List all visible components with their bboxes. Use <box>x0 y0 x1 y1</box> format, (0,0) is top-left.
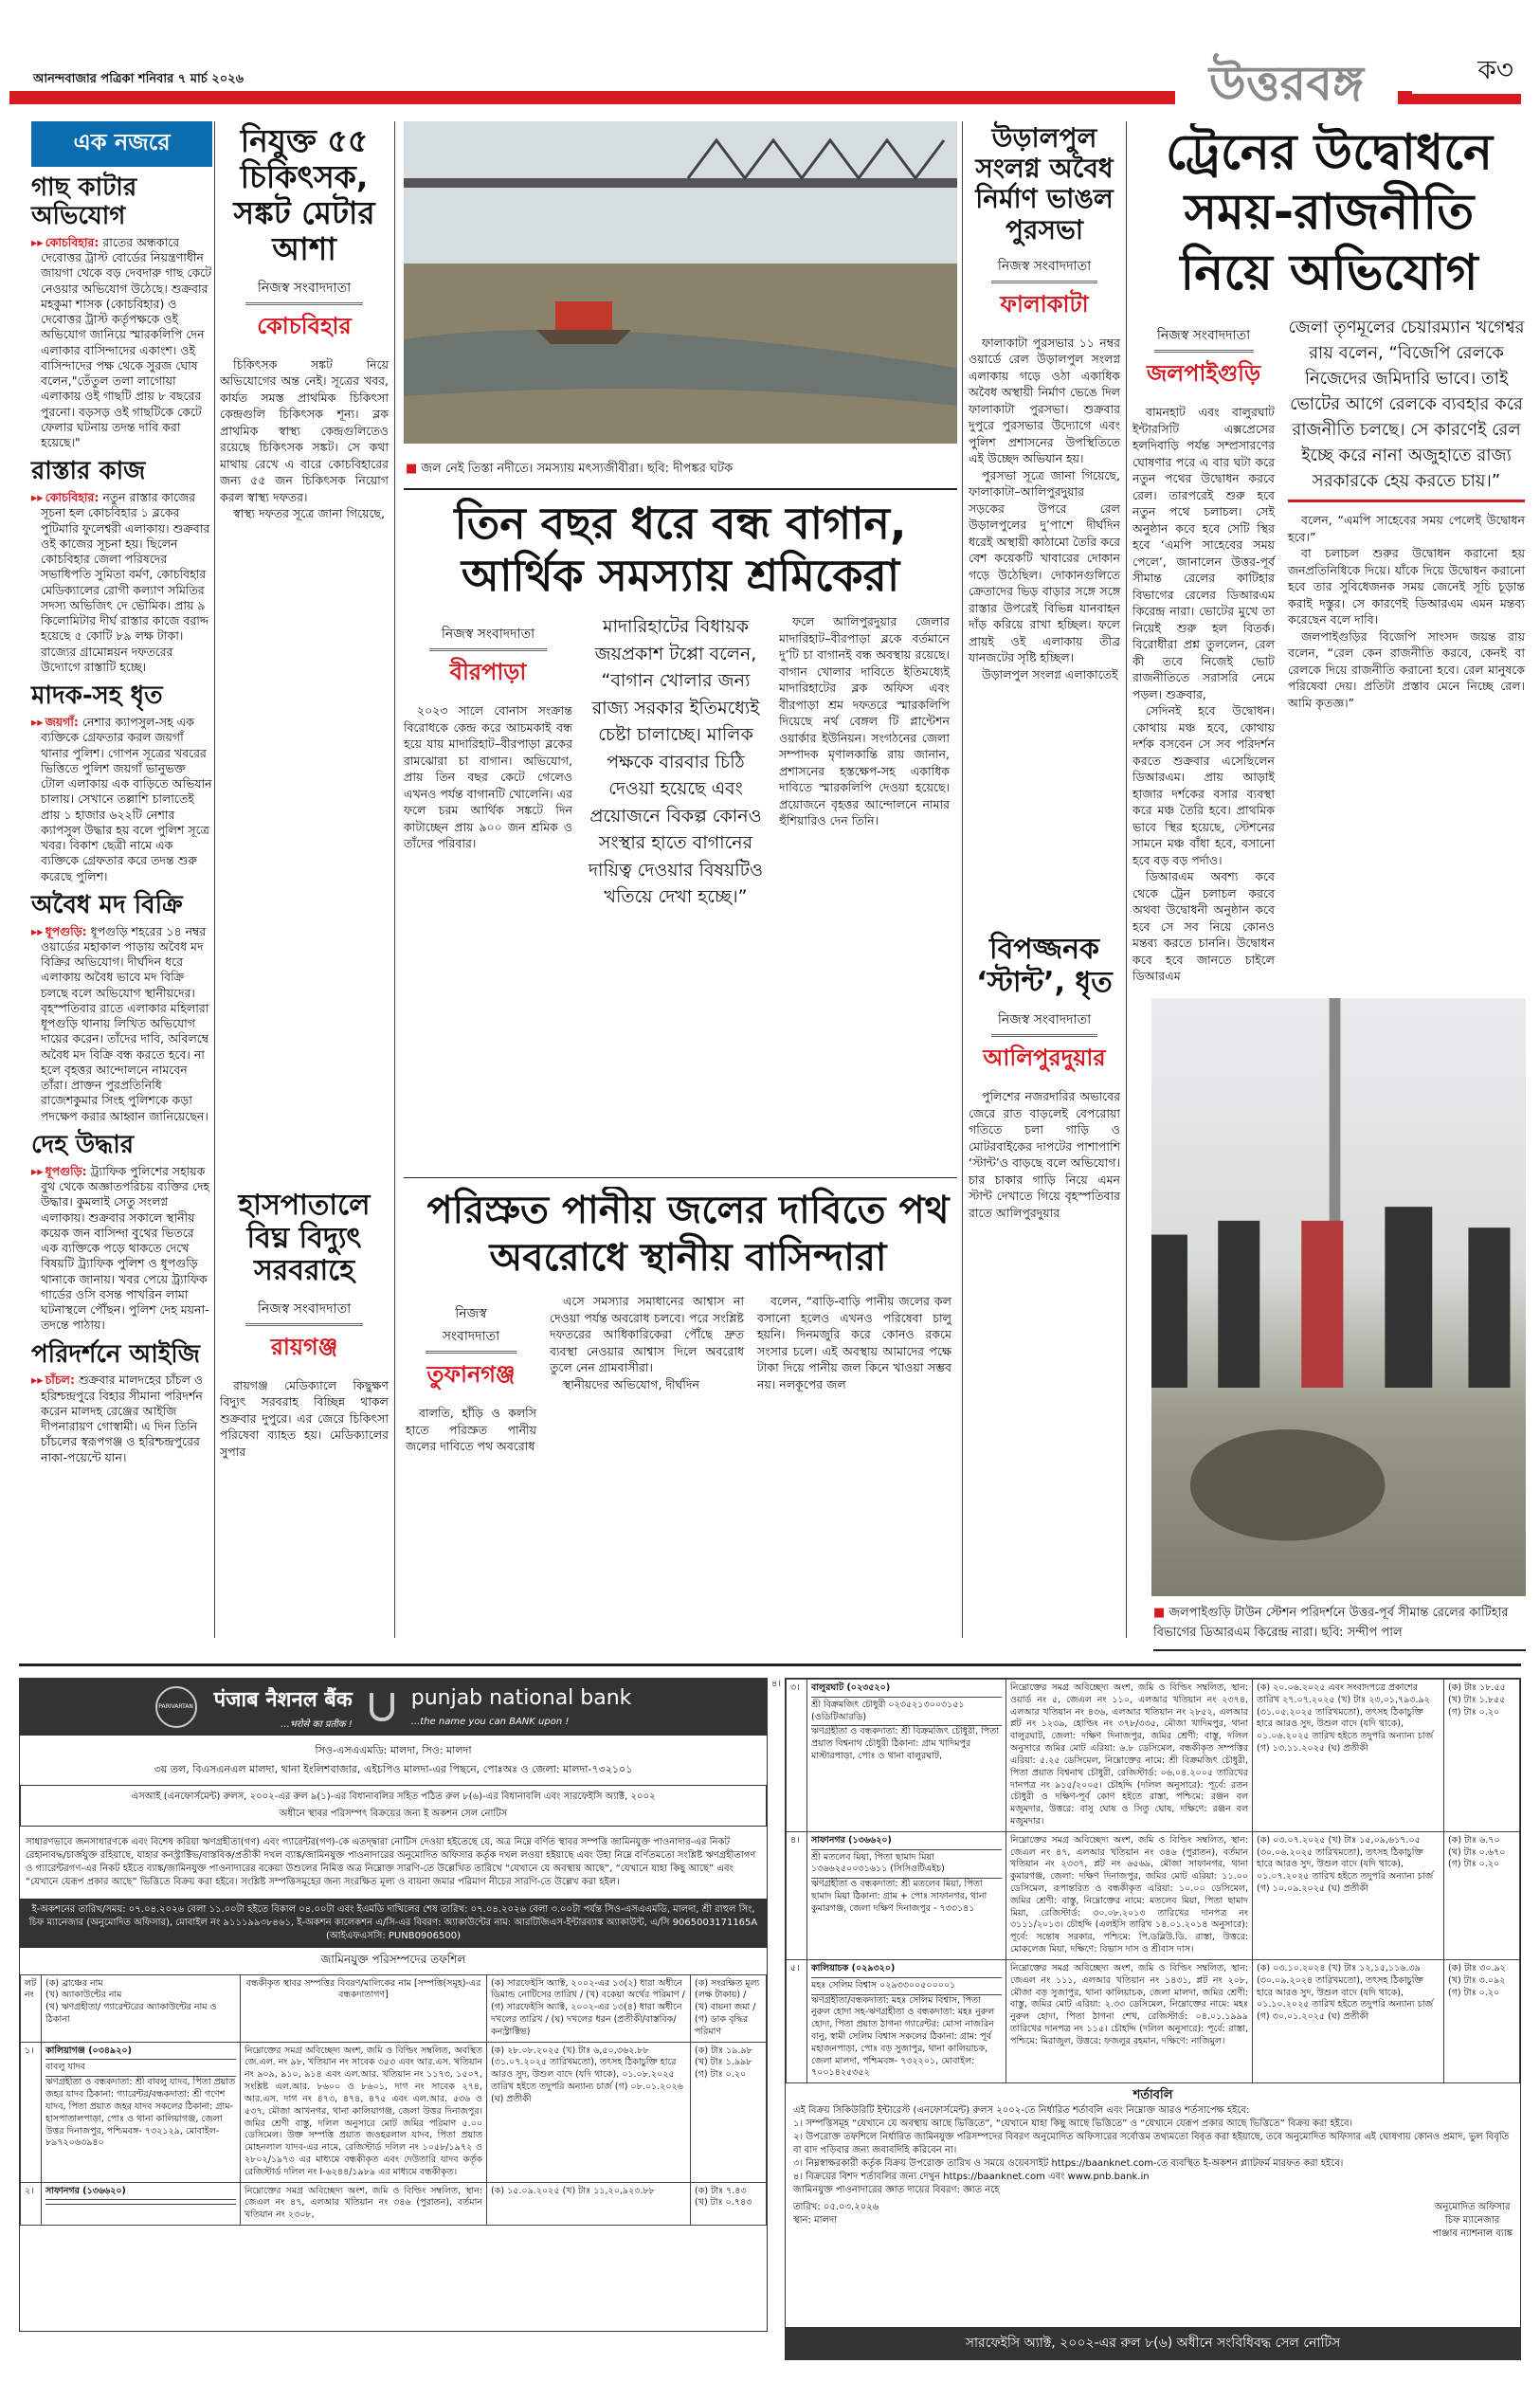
paragraph: বলেন, “এমপি সাহেবের সময় পেলেই উদ্বোধন হবে।” <box>1288 513 1525 544</box>
signatory: পাঞ্জাব ন্যাশনাল ব্যাঙ্ক <box>1432 2228 1513 2240</box>
paragraph: ডিআরএম অবশ্য কবে থেকে ট্রেন চলাচল করবে অথবা উদ্বোধনী অনুষ্ঠান কবে হবে সে সব নিয়ে কোনও মন্তব্য করতে চাননি। উদ্বোধন কবে হবে জানতে চাইলে ডিআরএম <box>1132 869 1275 984</box>
brief-dateline: ▸▸ ধূপগুড়ি: <box>31 924 87 938</box>
table-title: জামিনযুক্ত পরিসম্পদের তফশিল <box>320 1952 466 1966</box>
notice-dates: (ক) ২০.০৬.২০২৫ এবং সংবাদপত্রে প্রকাশের তারিখ ২৭.০৭.২০২৫ (খ) টাঃ ২৩,০১,৭৯৩.৯২ (৩১.০৫.২০২৫ তারিখমতো), তৎসহ ঠিকাচুক্তি হারে আরও সুদ, উশুল বাদে (যদি থাকে), ০১.০৬.২০২৫ তারিখ হইতে তদুপরি অন্যান্য চার্জ (গ) ১৩.১১.২০২৫ (ঘ) প্রতীকী <box>1253 1680 1444 1832</box>
brief-dateline: ▸▸ কোচবিহার: <box>31 235 99 249</box>
brief-headline: পরিদর্শনে আইজি <box>31 1339 201 1369</box>
paragraph: চিকিৎসক সঙ্কট নিয়ে অভিযোগের অন্ত নেই। সূত্রের খবর, কার্যত সমস্ত প্রাথমিক চিকিৎসা কেন্দ্রগুলি চিকিৎসক শূন্য। ব্লক প্রাথমিক স্বাস্থ্য কেন্দ্রগুলিতেও রয়েছে চিকিৎসক সঙ্কট। সে কথা মাথায় রেখে এ বারে কোচবিহারের জন্য ৫৫ জন চিকিৎসক নিয়োগ করল স্বাস্থ্য দফতর। <box>220 356 389 504</box>
paragraph: বলেন, “বাড়ি-বাড়ি পানীয় জলের কল বসানো হলেও এখনও পরিষেবা চালু হয়নি। দিনমজুরি করে কোনও রকমে সংসার চলে। এই অবস্থায় আমাদের পক্ষে টাকা দিয়ে পানীয় জল কিনে খাওয়া সম্ভব নয়। নলকূপের জল <box>757 1294 951 1391</box>
brief-dateline: ▸▸ ধূপগুড়ি: <box>31 1164 87 1178</box>
brief-headline: অবৈধ মদ বিক্রি <box>31 890 183 919</box>
borrower-details: ঋণগ্রহীতা ও বন্ধকদাতা: শ্রী মতলেব মিয়া, পিতা ছামাদ মিয়া ঠিকানা: গ্রাম + পোঃ সাফানগর, থানা কুমারগঞ্জ, জেলা দক্ষিণ দিনাজপুর - ৭৩৩১৪১ <box>811 1879 987 1914</box>
headline: উড়ালপুল সংলগ্ন অবৈধ নির্মাণ ভাঙল পুরসভা <box>975 122 1114 245</box>
byline: নিজস্ব সংবাদদাতা <box>991 255 1097 283</box>
story-stunt <box>969 934 1120 1221</box>
paragraph: রায়গঞ্জ মেডিক্যালে কিছুক্ষণ বিদ্যুৎ সরবরাহ বিচ্ছিন্ন থাকল শুক্রবার দুপুরে। এর জেরে চিকিৎসা পরিষেবা ব্যাহত হয়। মেডিক্যালের সুপার <box>220 1377 389 1459</box>
story-water-col2 <box>550 1293 744 1392</box>
brief-body <box>31 235 212 451</box>
brief-item <box>31 1341 212 1465</box>
story-garden <box>404 498 957 1171</box>
byline: নিজস্ব সংবাদদাতা <box>245 1298 364 1326</box>
asset-table-right <box>786 1679 1520 2083</box>
ad-right-panel <box>785 1678 1521 2360</box>
story-train-col1 <box>1132 315 1275 985</box>
account-name: মহঃ সেলিম বিশ্বাস ০২৯৩৩০০৫০০০০১ <box>811 1978 1002 1995</box>
brief-item <box>31 174 212 450</box>
headline: হাসপাতালে বিঘ্ন বিদ্যুৎ সরবরাহে <box>238 1189 371 1287</box>
paragraph: বা চলাচল শুরুর উদ্বোধন করানো হয় জনপ্রতিনিধিকে দিয়ে। যাঁকে দিয়ে উদ্বোধন করানো হবে তার সুবিধেজনক সময় জেনেই সূচি চূড়ান্ত করাই দস্তুর। সে কারণেই ডিআরএম এমন মন্তব্য করেছেন বলে দাবি। <box>1288 546 1525 627</box>
divider <box>404 1177 957 1178</box>
table-row <box>787 1680 1520 1832</box>
reserve-price: (ক) টাঃ ৭.৪৩ (খ) টাঃ ০.৭৪৩ <box>691 2182 767 2225</box>
dateline: আলিপুরদুয়ার <box>983 1045 1106 1071</box>
notice-title: এসআই (এনফোর্সমেন্ট) রুলস, ২০০২-এর রুল ৯(১)-এর বিধানাবলির সহিত পঠিত রুল ৮(৬)-এর বিধানাবলি এবং সারফেইসি অ্যাক্ট, ২০০২ <box>131 1791 656 1802</box>
paragraph: জলপাইগুড়ির বিজেপি সাংসদ জয়ন্ত রায় বলেন, “রেল কেন রাজনীতি করবে, কেনই বা রেলকে দিয়ে রাজনীতি করানো হবে। রেল মানুষকে পরিষেবা দেয়। প্রতিটা প্রস্তাব মেনে নিচ্ছে রেল। আমি কৃতজ্ঞ।” <box>1288 628 1525 710</box>
property-details: নিম্নোক্তের সমগ্র অবিচ্ছেদ্য অংশ, জমি ও বিল্ডিং সম্বলিত, অবস্থিত জে.এল. নং ৯৮, খতিয়ান নং সাবেক ৩৫৩ এবং আর.এস. খতিয়ান নং ৯০৯, ৯১০, ৯১৪ এবং এল.আর. খতিয়ান নং ১১৭৩, ১৫০৭, সংশ্লিষ্ট এল.আর. ৮৬০০ ও ৮৬০১, দাগ নং সাবেক ২৭৪, আর.এস. দাগ নং ৪৭৩, ৪৭৪, ৪৭৫ এবং এল.আর. ৫৩৬ ও ৫৩৭, মৌজা আখনগর, থানা কালিয়াগঞ্জ, জেলা উত্তর দিনাজপুর। জমির শ্রেণী বাস্তু, দলিল অনুসারে মোট জমির পরিমাণ ৫.০০ ডেসিমেল। উক্ত সম্পত্তি প্রয়াত জওহরলাল যাদব, পিতা প্রয়াত মোহনলাল যাদব-এর নামে, রেজিস্টার্ড দলিল নং ১০৫৮/১৯৭২ ও ২৮০২/১৯৭৩ এর মাধ্যমে বন্ধকীকৃত এবং দেউতারি যাদব কর্তৃক রেজিস্টার্ড দলিল নং I-৬২৪৪/১৯৮৯ এর মাধ্যমে বন্ধকীকৃত। <box>241 2042 487 2182</box>
branch-name: বালুরঘাট (০২৩৫২০) <box>811 1682 1002 1698</box>
property-details: নিম্নোক্তের সমগ্র অবিচ্ছেদ্য অংশ, জমি ও বিল্ডিং সম্বলিত, স্থান: জেএল নং ৪৭, এলআর খতিয়ান নং ৩৪৬ (পুরাতন), বর্তমান খতিয়ান নং ২৩৩৭, প্লট নং ৬৫৬৯, মৌজা সাফানগর, থানা কুমারগঞ্জ, জেলা: দক্ষিণ দিনাজপুর, জমির মোট এরিয়া: ১১.০০ ডেসিমেল, রূপান্তরিত ও বন্ধকীকৃত এরিয়া: ১০.০০ ডেসিমেল, জমির শ্রেণী: বাস্তু, নিম্নোক্তের নামে: মতলেব মিয়া, পিতা ছামাদ মিয়া, রেজিস্টার্ড: ৩০.০৮.২০১৩ তারিখের দানপত্র নং ৩১১১/২০১৩। চৌহদ্দি (এলইসি তারিখ ১৪.০১.২০১৪ অনুসারে): পূর্বে: সন্তোষ সরকার, পশ্চিমে: পি.ডব্লিউ.ডি. রাস্তা, উত্তরে: মোকলেজ মিয়া, দক্ষিণে: বিভাস দাস ও শ্রীবাস দাস। <box>1006 1831 1253 1959</box>
borrower-details: ঋণগ্রহীতা ও বন্ধকদাতা: শ্রী বিক্রমজিৎ চৌধুরী, পিতা প্রয়াত বিশ্বনাথ চৌধুরী ঠিকানা: গ্রাম খাদিমপুর মাস্টারপাড়া, পোঃ ও থানা বালুরঘাট, <box>811 1726 1000 1762</box>
reserve-price: (ক) টাঃ ১৮.৫৫ (খ) টাঃ ১.৮৫৫ (গ) টাঃ ০.২০ <box>1444 1680 1520 1832</box>
section-logo: উত্তরবঙ্গ <box>1175 45 1398 121</box>
paragraph: পুরসভা সূত্রে জানা গিয়েছে, ফালাকাটা–আলিপুরদুয়ার সড়কের উপরে রেল উড়ালপুলের দু’পাশে দীর্ঘদিন ধরেই অস্থায়ী কাঠামো তৈরি করে বেশ কয়েকটি খাবারের দোকান গড়ে উঠেছিল। দোকানগুলিতে ক্রেতাদের ভিড় বাড়ার সঙ্গে সঙ্গে রাস্তার উপরেই বিভিন্ন যানবাহন দাঁড় করিয়ে রাখা হচ্ছিল। ফলে প্রায়ই ওই এলাকায় তীব্র যানজটের সৃষ্টি হচ্ছিল। <box>969 467 1120 665</box>
term-item: ১। সম্পত্তিসমূহ “যেখানে যে অবস্থায় আছে ভিত্তিতে”, “যেখানে যাহা কিছু আছে ভিত্তিতে” ও “যেখানে যেরূপ প্রকার আছে ভিত্তিতে” বিক্রয় করা হইবে। <box>793 2118 1353 2130</box>
story-body <box>404 702 572 852</box>
pnb-sale-notice-ad <box>19 1664 1521 2374</box>
account-name: বাবলু যাদব <box>45 2060 236 2077</box>
story-water-col1 <box>406 1293 536 1455</box>
page-mark: ৪। <box>771 1679 782 1689</box>
term-item: এই বিক্রয় সিকিউরিটি ইন্টারেস্ট (এনফোর্সমেন্ট) রুলস ২০০২-তে নির্ধারিত শর্তাবলি এবং নিম্নোক্ত আরও শর্তসাপেক্ষ হইবে: <box>793 2105 1250 2117</box>
brief-text: নেশার ক্যাপসুল-সহ এক ব্যক্তিকে গ্রেফতার করল জয়গাঁ থানার পুলিশ। গোপন সূত্রের খবরের ভিত্তিতে পুলিশ জয়গাঁ ভানুভক্ত টোল এলাকায় এক বাড়িতে অভিযান চালায়। সেখানে তল্লাশি চালাতেই প্রায় ১ হাজার ৬২২টি নেশার ক্যাপসুল উদ্ধার হয় বলে পুলিশ সূত্রে খবর। বিকাশ ছেত্রী নামে এক ব্যক্তিকে গ্রেফতার করে তদন্ত শুরু করেছে পুলিশ। <box>41 715 212 883</box>
notice-date: তারিখ: ০৫.০৩.২০২৬ <box>793 2202 879 2213</box>
story-doctors <box>220 123 389 522</box>
lot-number: ২। <box>21 2182 42 2225</box>
notice-dates: (ক) ২৮.০৮.২০২৫ (খ) টাঃ ৬,৫০,৩৬২.৮৮ (৩১.০৭.২০২৫ তারিখমতো), তৎসহ ঠিকাচুক্তি হারে আরও সুদ, উশুল বাদে (যদি থাকে), ০১.০৮.২০২৫ তারিখ হইতে তদুপরি অন্যান্য চার্জ (গ) ০৮.০১.২০২৬ (ঘ) প্রতীকী <box>487 2042 691 2182</box>
brief-item <box>31 892 212 1124</box>
story-body <box>406 1405 536 1455</box>
story-body <box>969 335 1120 683</box>
lot-number: ৪। <box>787 1831 807 1959</box>
paragraph: ফালাকাটা পুরসভার ১১ নম্বর ওয়ার্ডে রেল উড়ালপুল সংলগ্ন এলাকায় গড়ে ওঠা একাধিক অবৈধ অস্থায়ী নির্মাণ ভেঙে দিল ফালাকাটা পুরসভা। শুক্রবার দুপুরে পুরসভার উদ্যোগে এবং পুলিশ প্রশাসনের উপস্থিতিতে এই উচ্ছেদ অভিযান হয়। <box>969 335 1120 466</box>
photo-caption: ■ জলপাইগুড়ি টাউন স্টেশন পরিদর্শনে উত্তর-পূর্ব সীমান্ত রেলের কাটিহার বিভাগের ডিআরএম কিরেন্দ্র নারা। ছবি: সন্দীপ পাল <box>1153 1604 1526 1644</box>
table-row <box>21 2182 767 2225</box>
dateline: কোচবিহার <box>257 312 352 339</box>
dateline: তুফানগঞ্জ <box>426 1361 516 1388</box>
column-divider <box>1126 121 1127 1638</box>
dateline: ফালাকাটা <box>1000 290 1089 318</box>
auction-info: ই-অকশনের তারিখ/সময়: ০৭.০৪.২০২৬ বেলা ১১.০০টা হইতে বিকাল ০৪.০০টা এবং ইএমডি দাখিলের শেষ তারিখ: ০৭.০৪.২০২৬ বেলা ৩.০০টা পর্যন্ত সিও-এসএএমডি, মালদা, শ্রী রাহুল সিং, চিফ ম্যানেজার (অনুমোদিত অফিসার), মোবাইল নং ৯১১১৯৯৩৮৪৬১, ই-অকশন কালেকশন এ/সি-এর বিবরণ: অ্যাকাউন্টের নাম: আরটিজিএস-ইন্টারব্যাঙ্ক অ্যাকাউন্ট, এ/সি 9065003171165A (আইএফএসসি: PUNB0906500) <box>20 1899 767 1948</box>
brief-item <box>31 1132 212 1334</box>
property-details: নিম্নোক্তের সমগ্র অবিচ্ছেদ্য অংশ, জমি ও বিল্ডিং সম্বলিত, স্থান: জেএল নং ১১১, এলআর খতিয়ান নং ১৪৩১, প্লট নং ২০৮, মৌজা বড় সুজাপুর, থানা কালিয়াচক, জেলা মালদা, জমির শ্রেণী: বাস্তু, জমির মোট এরিয়া: ২.৩৩ ডেসিমেল, নিম্নোক্তের নামে: মহঃ নুরুল হোদা, পিতা ঠাগনা শেখ, রেজিস্টার্ড: ০৪.০১.১৯৯৯ তারিখের দানপত্র নং ১১৫। চৌহদ্দি (দলিল অনুসারে): পূর্বে: রাস্তা, পশ্চিমে: মিরাজুল, উত্তরে: ফজলুর রহমান, দক্ষিণে: নাজিমুল। <box>1006 1959 1253 2082</box>
briefs-title: এক নজরে <box>31 121 212 167</box>
brief-body <box>31 924 212 1124</box>
brief-headline: মাদক-সহ ধৃত <box>31 682 163 711</box>
story-body <box>969 1088 1120 1221</box>
brief-body <box>31 715 212 884</box>
story-bridge <box>969 123 1120 682</box>
bank-name-english: punjab national bank <box>410 1686 632 1710</box>
notice-footer: সারফেইসি অ্যাক্ট, ২০০২-এর রুল ৮(৬) অধীনে সংবিধিবদ্ধ সেল নোটিস <box>786 2327 1520 2359</box>
lot-number: ৩। <box>787 1680 807 1832</box>
byline: নিজস্ব সংবাদদাতা <box>426 1302 517 1354</box>
office-name: সিও-এসএএমডি: মালদা, সিও: মালদা <box>315 1744 472 1756</box>
term-item: ৩। নিম্নস্বাক্ষরকারী কর্তৃক বিক্রয় উপরোক্ত তারিখ ও সময়ে ওয়েবসাইট https://baanknet.com-তে ব্যবস্থিত ই-অকশন প্ল্যাটফর্ম মারফত করা হইবে। <box>793 2158 1344 2170</box>
borrower-details: ঋণগ্রহীতা ও বন্ধকদাতা: শ্রী বাবলু যাদব, পিতা প্রয়াত জহর যাদব ঠিকানা: গ্যারেন্টর/বন্ধকদাতা: শ্রী গণেশ যাদব, পিতা প্রয়াত জহর যাদব সকলের ঠিকানা: গ্রাম-হাসপাতালপাড়া, পোঃ ও থানা কালিয়াগঞ্জ, জেলা উত্তর দিনাজপুর, পশ্চিমবঙ্গ- ৭৩২১২৯, মোবাইল- ৮৯৭২০৬৩৯৪০ <box>45 2077 236 2149</box>
story-garden-col3 <box>779 613 950 829</box>
headline: নিযুক্ত ৫৫ চিকিৎসক, সঙ্কট মেটার আশা <box>233 122 375 267</box>
brief-headline: রাস্তার কাজ <box>31 457 146 486</box>
brief-dateline: ▸▸ কোচবিহার: <box>31 490 99 504</box>
reserve-price: (ক) টাঃ ১৯.৯৮ (খ) টাঃ ১.৯৯৮ (গ) টাঃ ০.২০ <box>691 2042 767 2182</box>
col-price: (ক) সংরক্ষিত মূল্য (লক্ষ টাকায়) / (খ) বায়না জমা / (গ) ডাক বৃদ্ধির পরিমাণ <box>691 1974 767 2042</box>
branch-name: সাফানগর (১৩৬৬২০) <box>811 1835 1002 1850</box>
story-water-col3 <box>757 1293 951 1392</box>
brief-item <box>31 458 212 675</box>
byline: নিজস্ব সংবাদদাতা <box>245 277 364 305</box>
brief-body <box>31 1164 212 1334</box>
pnb-logo-icon <box>370 1693 394 1721</box>
property-details: নিম্নোক্তের সমগ্র অবিচ্ছেদ্য অংশ, জমি ও বিল্ডিং সম্বলিত, স্থান: ওয়ার্ড নং ৫, জেএল নং ১১০, এলআর খতিয়ান নং ২৩৭৪, এলআর খতিয়ান নং ৪৩৬, এলআর খতিয়ান নং ২৮৫২, এলআর প্লট নং ১২৩৯, হোল্ডিং নং ৩৭৮/৩৩৫, মৌজা খাদিমপুর, থানা বালুরঘাট, জেলা: দক্ষিণ দিনাজপুর, জমির শ্রেণী: বাস্তু, দলিল অনুসারে জমির মোট এরিয়া: ৬.৮ ডেসিমেল, বন্ধকীকৃত সম্পত্তির এরিয়া: ৫.২৫ ডেসিমেল, নিম্নোক্তের নামে: শ্রী বিক্রমজিৎ চৌধুরী, পিতা প্রয়াত বিশ্বনাথ চৌধুরী, রেজিস্টার্ড: ০৬.০৪.২০০৫ তারিখের দানপত্র নং ৯১৫/২০০৫। চৌহদ্দি (দলিল অনুসারে): পূর্বে: রতন চৌধুরী ও দক্ষিণ-পূর্ব কোণ হইতে রাস্তা, পশ্চিমে: রঞ্জন বল মজুমদার, উত্তরে: বাসু ঘোষ ও সিতু ঘোষ, দক্ষিণে: রঞ্জন বল মজুমদার। <box>1006 1680 1253 1832</box>
account-name: শ্রী বিক্রমজিৎ চৌধুরী ০২৩৫২১৩০০৩১৫১ (ওডিটিআরডি) <box>811 1698 1002 1727</box>
term-item: জামিনযুক্ত পাওনাদারের জ্ঞাত দায়ের বিবরণ: জ্ঞাত নহে <box>793 2185 1000 2196</box>
notice-dates: (ক) ০৩.০৭.২০২৫ (খ) টাঃ ১৫,০৯,৬১৭.০৫ (৩০.০৬.২০২৫ তারিখমতো), তৎসহ ঠিকাচুক্তি হারে আরও সুদ, উশুল বাদে (যদি থাকে), ০১.০৭.২০২৫ তারিখ হইতে তদুপরি অন্যান্য চার্জ (গ) ১০.০৯.২০২৫ (ঘ) প্রতীকী <box>1253 1831 1444 1959</box>
bank-tagline-hindi: ...भरोसे का प्रतीक ! <box>281 1718 353 1730</box>
bank-tagline-english: ...the name you can BANK upon ! <box>410 1717 570 1727</box>
story-body <box>1132 404 1275 985</box>
branch-name: কালিয়াগঞ্জ (০৩৪৯২০) <box>45 2046 236 2061</box>
brief-item <box>31 682 212 884</box>
dateline: জলপাইগুড়ি <box>1146 360 1261 388</box>
byline: নিজস্ব সংবাদদাতা <box>429 623 548 651</box>
story-body <box>220 356 389 522</box>
brief-text: ধূপগুড়ি শহরের ১৪ নম্বর ওয়ার্ডের মহাকাল পাড়ায় অবৈধ মদ বিক্রির অভিযোগ। দীর্ঘদিন ধরে এলাকায় অবৈধ ভাবে মদ বিক্রি চলছে বলে অভিযোগ স্থানীয়দের। বৃহস্পতিবার রাতে এলাকার মহিলারা ধূপগুড়ি থানায় লিখিত অভিযোগ দায়ের করেন। তাঁদের দাবি, অবিলম্বে অবৈধ মদ বিক্রি বন্ধ করতে হবে। না হলে বৃহত্তর আন্দোলনে নামবেন তাঁরা। প্রাক্তন পুরপ্রতিনিধি রাজেশকুমার সিংহ পুলিশকে কড়া পদক্ষেপ করার আহ্বান জানিয়েছেন। <box>41 923 209 1123</box>
table-row <box>787 1831 1520 1959</box>
term-item: ৪। বিক্রয়ের বিশদ শর্তাবলির জন্য দেখুন https://baanknet.com এবং www.pnb.bank.in <box>793 2172 1150 2183</box>
dateline: বীরপাড়া <box>449 659 527 686</box>
brief-text: ট্র্যাফিক পুলিশের সহায়ক বুথ থেকে অজ্ঞাতপরিচয় ব্যক্তির দেহ উদ্ধার। কুমলাই সেতু সংলগ্ন এলাকায়। শুক্রবার সকালে স্থানীয় কয়েক জন বাসিন্দা বুথের ভিতরে এক ব্যক্তিকে পড়ে থাকতে দেখে বিষয়টি ট্র্যাফিক পুলিশ ও ধূপগুড়ি থানাকে জানায়। খবর পেয়ে ট্র্যাফিক গার্ডের ওসি বসন্ত পাখরিন লামা ঘটনাস্থলে পৌঁছন। পুলিশ দেহ ময়না-তদন্তে পাঠায়। <box>41 1163 210 1333</box>
photo-caption: ■ জল নেই তিস্তা নদীতে। সমস্যায় মৎস্যজীবীরা। ছবি: দীপঙ্কর ঘটক <box>406 460 733 480</box>
story-body <box>220 1377 389 1461</box>
branch-name: সাফানগর (১৩৬৬২০) <box>45 2186 236 2201</box>
brief-dateline: ▸▸ জয়গাঁ: <box>31 715 79 729</box>
paragraph: পুলিশের নজরদারির অভাবের জেরে রাত বাড়লেই বেপরোয়া গতিতে চলা গাড়ি ও মোটরবাইকের দাপটের পাশাপাশি ‘স্টান্ট’ও বাড়ছে বলে অভিযোগ। চার চাকার গাড়ি নিয়ে এমন স্টান্ট দেখাতে গিয়ে বৃহস্পতিবার রাতে আলিপুরদুয়ার <box>969 1089 1120 1220</box>
briefs-column <box>31 121 212 1465</box>
notice-dates: (ক) ১৫.০৯.২০২৫ (খ) টাঃ ১১,২০,৯২৩.৮৮ <box>487 2182 691 2225</box>
notice-place: স্থান: মালদা <box>793 2215 838 2227</box>
brief-dateline: ▸▸ চাঁচল: <box>31 1373 75 1387</box>
bank-banner <box>20 1679 767 1736</box>
masthead-date: আনন্দবাজার পত্রিকা শনিবার ৭ মার্চ ২০২৬ <box>33 72 245 86</box>
col-dates: (ক) সারফেইসি অ্যাক্ট, ২০০২-এর ১৩(২) ধারা অধীনে ডিমান্ড নোটিসের তারিখ / (খ) বকেয়া অর্থের পরিমাণ / (গ) সারফেইসি অ্যাক্ট, ২০০২-এর ১৩(৪) ধারা অধীনে দখলের তারিখ / (ঘ) দখলের ধরন (প্রতীকী/বাস্তবিক/কনস্ট্রাক্টিভ) <box>487 1974 691 2042</box>
byline: নিজস্ব সংবাদদাতা <box>1154 324 1254 353</box>
dateline: রায়গঞ্জ <box>270 1333 338 1360</box>
parivartan-seal-icon: PARIVARTAN <box>155 1686 197 1728</box>
property-details: নিম্নোক্তের সমগ্র অবিচ্ছেদ্য অংশ, জমি ও বিল্ডিং সম্বলিত, স্থান: জেএল নং ৪৭, এলআর খতিয়ান নং ৩৪৬ (পুরাতন), বর্তমান খতিয়ান নং ২৩০৮, <box>241 2182 487 2225</box>
col-lot: লট নং <box>21 1974 42 2042</box>
col-branch-account: (ক) ব্রাঞ্চের নাম (খ) অ্যাকাউন্টের নাম (খ) ঋণগ্রহীতা/ গ্যারেন্টরের অ্যাকাউন্টের নাম ও ঠিকানা <box>42 1974 241 2042</box>
divider <box>404 488 957 490</box>
lot-number: ৫। <box>787 1959 807 2082</box>
signatory: চিফ ম্যানেজার <box>1444 2215 1500 2227</box>
table-row <box>21 2042 767 2182</box>
paragraph: সেদিনই হবে উদ্বোধন। কোথায় মঞ্চ হবে, কোথায় দর্শক বসবেন সে সব পরিদর্শন করতে শুক্রবার এসেছিলেন ডিআরএম। প্রায় আড়াই হাজার দর্শকের বসার ব্যবস্থা করে মঞ্চ তৈরি হবে। প্রাথমিক ভাবে স্থির হয়েছে, স্টেশনের সামনে মঞ্চ বাঁধা হবে, বসানো হবে বড় বড় পর্দাও। <box>1132 703 1275 867</box>
brief-body <box>31 1373 212 1465</box>
headline: বিপজ্জনক ‘স্টান্ট’, ধৃত <box>976 933 1113 999</box>
brief-headline: দেহ উদ্ধার <box>31 1130 135 1159</box>
col-property: বন্ধকীকৃত স্থাবর সম্পত্তির বিবরণ/মালিকের নাম [সম্পত্তি(সমূহ)-এর বন্ধকদাতাগণ] <box>241 1974 487 2042</box>
ad-left-panel <box>19 1678 768 2332</box>
paragraph: এসে সমস্যার সমাধানের আশ্বাস না দেওয়া পর্যন্ত অবরোধ চলবে। পরে সংশ্লিষ্ট দফতরের আধিকারিকেরা পৌঁছে দ্রুত ব্যবস্থা নেওয়ার আশ্বাস দিলে অবরোধ তুলে নেন গ্রামবাসীরা। <box>550 1294 744 1374</box>
story-train-headline: ট্রেনের উদ্বোধনে সময়-রাজনীতি নিয়ে অভিযোগ <box>1165 124 1494 301</box>
brief-body <box>31 490 212 675</box>
paragraph: স্থানীয়দের অভিযোগ, দীর্ঘদিন <box>563 1376 699 1391</box>
story-garden-col1 <box>404 613 572 852</box>
column-divider <box>962 121 963 1638</box>
page-number: ক৩ <box>1412 49 1521 94</box>
account-name <box>45 2200 236 2205</box>
paragraph: বালতি, হাঁড়ি ও কলসি হাতে পরিস্রুত পানীয় জলের দাবিতে পথ অবরোধ <box>406 1406 536 1453</box>
notice-title: অধীনে স্থাবর পরিসম্পৎ বিক্রয়ের জন্য ই অকশন সেল নোটিস <box>279 1808 508 1819</box>
signatory: অনুমোদিত অফিসার <box>1434 2202 1511 2213</box>
byline: নিজস্ব সংবাদদাতা <box>991 1009 1097 1037</box>
table-row <box>787 1959 1520 2082</box>
pull-quote: মাদারিহাটের বিধায়ক জয়প্রকাশ টপ্পো বলেন, “বাগান খোলার জন্য রাজ্য সরকার ইতিমধ্যেই চেষ্টা চালাচ্ছে। মালিক পক্ষকে বারবার চিঠি দেওয়া হয়েছে এবং প্রয়োজনে বিকল্প কোনও সংস্থার হাতে বাগানের দায়িত্ব দেওয়ার বিষয়টিও খতিয়ে দেখা হচ্ছে।” <box>589 616 763 908</box>
terms-title: শর্তাবলি <box>1132 2088 1173 2103</box>
column-divider <box>214 121 215 1638</box>
lot-number: ১। <box>21 2042 42 2182</box>
term-item: ২। উপরোক্ত তফশিলে নির্ধারিত জামিনযুক্ত পরিসম্পদের বিবরণ অনুমোদিত অফিসারের সর্বোত্তম তথ্যমতো বিবৃত করা হইয়াছে, তবে অনুমোদিত অফিসার এই ঘোষণায় কোনও প্রমাদ, ভুল বিবৃতি বা বাদ পড়িবার জন্য জবাবদিহি করিবেন না। <box>793 2132 1510 2156</box>
divider <box>1153 1649 1526 1651</box>
station-inspection-photo <box>1151 998 1526 1596</box>
brief-text: রাতের অন্ধকারে দেবোত্তর ট্রাস্ট বোর্ডের নিয়ন্ত্রণাধীন জায়গা থেকে বড় দেবদারু গাছ কেটে নেওয়ার অভিযোগ উঠেছে। শুক্রবার মহকুমা শাসক (কোচবিহার) ও দেবোত্তর ট্রাস্ট কর্তৃপক্ষকে ওই অভিযোগ জানিয়ে স্মারকলিপি দেন এলাকার বাসিন্দাদের একাংশ। ওই বাসিন্দাদের পক্ষ থেকে সুরজ ঘোষ বলেন,"তেঁতুল তলা লাগোয়া এলাকায় ওই গাছটি প্রায় ৮ বছরের পুরনো। বড়সড় ওই গাছটিকে কেটে ফেলার ঘটনায় তদন্ত দাবি করা হয়েছে।" <box>41 234 212 450</box>
story-water-headline: পরিস্রুত পানীয় জলের দাবিতে পথ অবরোধে স্থানীয় বাসিন্দারা <box>426 1189 950 1280</box>
office-address: ৩য় তল, বিএসএনএল মালদা, থানা ইংলিশবাজার, এইচপিও মালদা-এর পিছনে, পোঃঅঃ ও জেলা: মালদা-৭৩২১০১ <box>154 1762 633 1775</box>
notice-intro: সাধারণভাবে জনসাধারণকে এবং বিশেষ করিয়া ঋণগ্রহীতা(গণ) এবং গ্যারেন্টর(গণ)-কে এতদ্দ্বারা নোটিস দেওয়া হইতেছে যে, অত্র নিম্নে বর্ণিত স্থাবর সম্পত্তি জামিনযুক্ত পাওনাদার-এর নিকট রেহানাবদ্ধ/চার্জযুক্ত রহিয়াছে, যাহার কনস্ট্রাক্টিভ/বাস্তবিক/প্রতীকী দখল ব্যাঙ্ক/জামিনযুক্ত পাওনাদারের অনুমোদিত অফিসার কর্তৃক দখল লওয়া হইয়াছে এবং উহা নিম্নে বর্ণিতমতো সংশ্লিষ্ট ঋণগ্রহীতাগণ ও গ্যারেন্টরগণ-এর নিকট হইতে ব্যাঙ্ক/জামিনযুক্ত পাওনাদারের বকেয়া উশুলের নিমিত্ত অত্র নিম্নোক্ত সারণি-তে উল্লেখিত তারিখে “যেখানে যে অবস্থায় আছে”, “যেখানে যাহা কিছু আছে” এবং “যেখানে যেরূপ প্রকার আছে” ভিত্তিতে বিক্রয় করা হইবে। সংশ্লিষ্ট সম্পত্তিসমূহের জন্য সংরক্ষিত মূল্য ও বায়না জমার পরিমাণ নীচের সারণি-তে উল্লেখ করা হইল। <box>26 1836 756 1887</box>
account-name: শ্রী মতলেব মিয়া, পিতা ছামাদ মিয়া ১৩৬৬২৫০০৩১৬১১ (সিসিওটিএইচ) <box>811 1850 1002 1880</box>
people-illustration <box>1151 998 1521 1596</box>
bridge-illustration <box>404 121 957 444</box>
pull-quote: জেলা তৃণমূলের চেয়ারম্যান খগেশ্বর রায় বলেন, “বিজেপি রেলকে নিজেদের জমিদারি ভাবে। তাই ভোটের আগে রেলকে ব্যবহার করে রাজনীতি চলছে। সে কারণেই রেল ইচ্ছে করে নানা অজুহাতে রাজ্য সরকারকে হেয় করতে চায়।” <box>1288 315 1525 502</box>
asset-table-left <box>20 1974 767 2226</box>
bank-name-hindi: पंजाब नैशनल बैंक <box>213 1687 353 1712</box>
paragraph: স্বাস্থ্য দফতর সূত্রে জানা গিয়েছে, <box>233 506 386 521</box>
story-train-col2 <box>1288 512 1525 711</box>
paragraph: বামনহাট এবং বালুরঘাট ইন্টারসিটি এক্সপ্রেসের হলদিবাড়ি পর্যন্ত সম্প্রসারণের ঘোষণার পরে এ বার ঘটা করে নতুন পথের উদ্বোধন করবে রেল। তারপরেই শুরু হবে নতুন পথে চলাচল। সেই অনুষ্ঠান কবে হবে সেটি স্থির হবে ‘এমপি সাহেবের সময় পেলে’, জানালেন উত্তর-পূর্ব সীমান্ত রেলের কাটিহার বিভাগের রেলের ডিআরএম কিরেন্দ্র নারা। ভোটের মুখে তা নিয়েই শুরু হল বিতর্ক। বিরোধীরা প্রশ্ন তুললেন, রেল কী তবে নিজেই ভোট রাজনীতিতে সরাসরি নেমে পড়ল। শুক্রবার, <box>1132 405 1275 701</box>
brief-headline: গাছ কাটার অভিযোগ <box>31 173 137 230</box>
story-water <box>406 1187 957 1656</box>
story-train <box>1132 123 1526 1651</box>
notice-dates: (ক) ০৩.১০.২০২৪ (খ) টাঃ ১২,১৫,১১৬.৩৯ (৩০.০৯.২০২৪ তারিখমতো), তৎসহ ঠিকাচুক্তি হারে আরও সুদ, উশুল বাদে (যদি থাকে), ০১.১০.২০২৫ তারিখ হইতে তদুপরি অন্যান্য চার্জ (গ) ৩০.০১.২০২৫ (ঘ) প্রতীকী <box>1253 1959 1444 2082</box>
paragraph: ফলে আলিপুরদুয়ার জেলার মাদারিহাট–বীরপাড়া ব্লকে বর্তমানে দু’টি চা বাগানই বন্ধ অবস্থায় রয়েছে। বাগান খোলার দাবিতে ইতিমধ্যেই মাদারিহাটের ব্লক অফিস এবং বীরপাড়া শ্রম দফতরে স্মারকলিপি দিয়েছে নর্থ বেঙ্গল টি প্লান্টেশন ওয়ার্কার ইউনিয়ন। সংগঠনের জেলা সম্পাদক মৃণালকান্তি রায় জানান, প্রশাসনের হস্তক্ষেপ-সহ একাধিক দাবিতে স্মারকলিপি দেওয়া হয়েছে। প্রয়োজনে বৃহত্তর আন্দোলনে নামার হুঁশিয়ারিও দেন তিনি। <box>779 614 950 828</box>
column-divider <box>394 121 395 1638</box>
paragraph: উড়ালপুল সংলগ্ন এলাকাতেই <box>982 666 1118 682</box>
paragraph: ২০২৩ সালে বোনাস সংক্রান্ত বিরোধকে কেন্দ্র করে আচমকাই বন্ধ হয়ে যায় মাদারিহাট–বীরপাড়া ব্লকের রামঝোরা চা বাগান। অভিযোগ, প্রায় তিন বছর কেটে গেলেও এখনও পর্যন্ত বাগানটি খোলেনি। এর ফলে চরম আর্থিক সঙ্কটে দিন কাটাচ্ছেন প্রায় ৯০০ জন শ্রমিক ও তাঁদের পরিবার। <box>404 703 572 851</box>
brief-text: নতুন রাস্তার কাজের সূচনা হল কোচবিহার ১ ব্লকের পুটিমারি ফুলেশ্বরী এলাকায়। শুক্রবার ওই কাজের সূচনা হয়। ছিলেন কোচবিহার জেলা পরিষদের সভাধিপতি সুমিতা বর্মণ, কোচবিহার মেডিক্যালের রোগী কল্যাণ সমিতির সদস্য অভিজিৎ দে ভৌমিক। প্রায় ৯ কিলোমিটার দীর্ঘ রাস্তার কাজে বরাদ্দ হয়েছে ৫ কোটি ৮৯ লক্ষ টাকা। রাজ্যের গ্রামোন্নয়ন দফতরের উদ্যোগে রাস্তাটি হচ্ছে। <box>41 490 210 674</box>
borrower-details: ঋণগ্রহীতা/বন্ধকদাতা: মহঃ সেলিম বিশ্বাস, পিতা নুরুল হোদা সহ-ঋণগ্রহীতা ও বন্ধকদাতা: মহঃ নুরুল হোদা, পিতা প্রয়াত ঠাগনা গ্যারেন্টর: মোসা নাজরিন বানু, স্বামী সেলিম বিশ্বাস সকলের ঠিকানা: গ্রাম: পূর্ব মহাজনপাড়া, পোঃ বড় সুজাপুর, থানা কালিয়াচক, জেলা মালদা, পশ্চিমবঙ্গ- ৭৩২২০১, মোবাইল: ৭০০১৪২৫৩৫২ <box>811 1994 995 2079</box>
story-hospital <box>220 1190 389 1460</box>
brief-text: শুক্রবার মালদহের চাঁচল ও হরিশ্চন্দ্রপুরে বিহার সীমানা পরিদর্শন করেন মালদহ রেঞ্জের আইজি দীপনারায়ণ গোস্বামী। এ দিন তিনি চাঁচলের স্বরূপগঞ্জ ও হরিশ্চন্দ্রপুরের নাকা-পয়েন্টে যান। <box>41 1373 204 1464</box>
teesta-river-photo <box>404 121 957 444</box>
reserve-price: (ক) টাঃ ৬.৭০ (খ) টাঃ ০.৬৭০ (গ) টাঃ ০.২০ <box>1444 1831 1520 1959</box>
reserve-price: (ক) টাঃ ৩০.৯২ (খ) টাঃ ৩.০৯২ (গ) টাঃ ০.২০ <box>1444 1959 1520 2082</box>
story-garden-headline: তিন বছর ধরে বন্ধ বাগান, আর্থিক সমস্যায় শ্রমিকেরা <box>454 498 907 602</box>
branch-name: কালিয়াচক (০২৯৩২০) <box>811 1963 1002 1978</box>
